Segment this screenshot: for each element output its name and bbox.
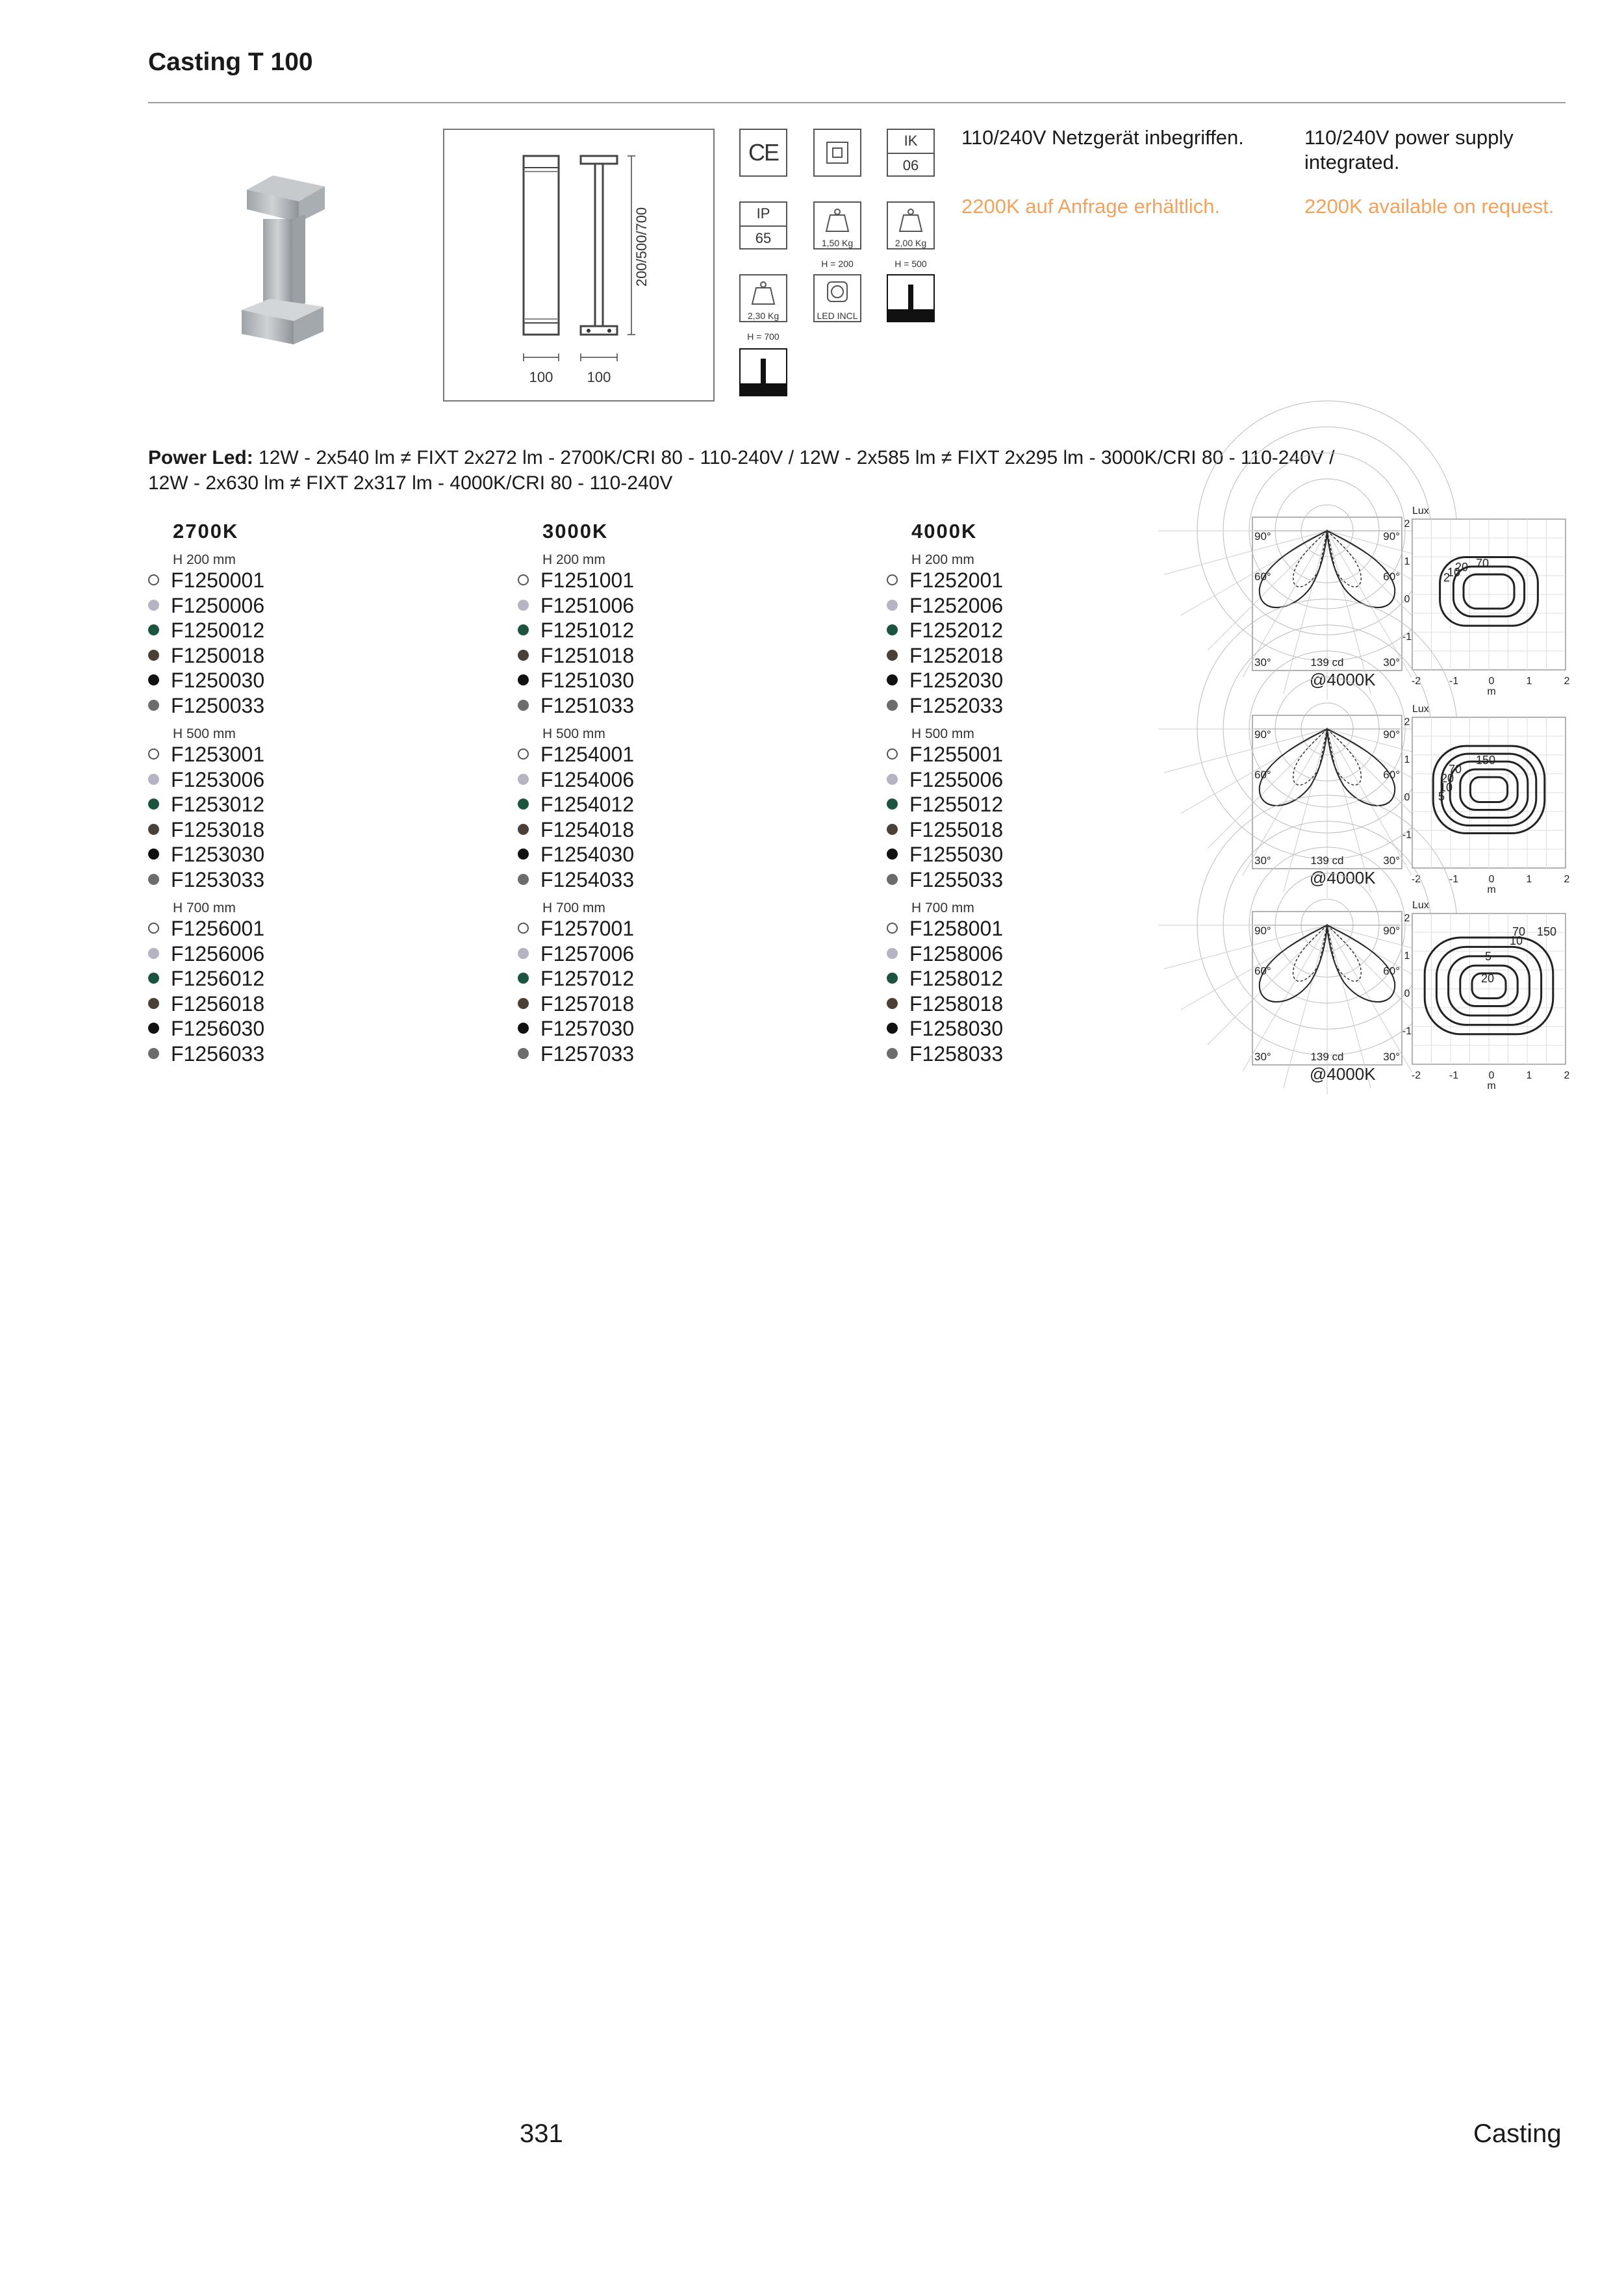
product-code-row xyxy=(148,593,264,618)
product-code: F1250018 xyxy=(171,643,265,667)
product-code: F1253001 xyxy=(171,743,265,766)
finish-color-swatch xyxy=(148,1023,159,1034)
product-code: F1252001 xyxy=(909,568,1004,592)
power-led-spec xyxy=(148,445,1447,496)
product-code: F1251012 xyxy=(540,619,635,642)
isolux-axis-label: m xyxy=(1487,1080,1496,1092)
isolux-x-tick: 1 xyxy=(1526,676,1532,687)
product-code: F1257033 xyxy=(540,1041,635,1066)
ce-mark-icon: CE xyxy=(739,129,787,177)
column-header: 4000K xyxy=(911,520,978,543)
isolux-y-tick: 1 xyxy=(1404,951,1410,962)
finish-color-swatch xyxy=(518,574,529,585)
product-code-row xyxy=(887,767,1003,792)
finish-color-swatch xyxy=(148,574,159,585)
finish-color-swatch xyxy=(518,748,529,760)
product-code-row xyxy=(887,668,1003,693)
isolux-x-tick: 1 xyxy=(1526,1070,1532,1081)
polar-light-distribution-diagram xyxy=(1252,517,1402,672)
weight-200-badge: 1,50 Kg xyxy=(813,201,861,249)
product-code: F1258012 xyxy=(909,967,1004,990)
height-group-label: H 500 mm xyxy=(911,726,974,741)
finish-color-swatch xyxy=(148,923,159,934)
isolux-x-tick: -2 xyxy=(1411,676,1421,687)
product-code-row xyxy=(518,966,634,991)
product-code-row xyxy=(148,693,264,718)
polar-angle-label: 60° xyxy=(1383,769,1400,781)
title-divider xyxy=(148,102,1566,103)
weight-icon xyxy=(741,278,786,311)
product-code-row xyxy=(887,966,1003,991)
polar-angle-label: 60° xyxy=(1383,570,1400,583)
finish-color-swatch xyxy=(887,674,898,685)
finish-color-swatch xyxy=(148,973,159,984)
isolux-unit-label: Lux xyxy=(1412,505,1429,517)
isolux-axis-label: m xyxy=(1487,686,1496,697)
finish-color-swatch xyxy=(148,748,159,760)
power-led-line1: 12W - 2x540 lm ≠ FIXT 2x272 lm - 2700K/CRI 80 - 110-240V / 12W - 2x585 lm ≠ FIXT 2x295 lm - 3000K/CRI 80 - 110-240V / xyxy=(259,447,1335,468)
finish-color-swatch xyxy=(148,874,159,885)
product-code: F1254006 xyxy=(540,767,635,791)
isolux-level-label: 20 xyxy=(1481,972,1495,985)
product-code-row xyxy=(887,1016,1003,1041)
isolux-unit-label: Lux xyxy=(1412,900,1429,911)
product-code-row xyxy=(148,668,264,693)
product-code: F1257018 xyxy=(540,991,635,1016)
isolux-x-tick: 0 xyxy=(1488,874,1495,885)
dim-width-side: 100 xyxy=(587,369,611,385)
isolux-y-tick: -1 xyxy=(1402,830,1412,841)
isolux-x-tick: -1 xyxy=(1449,874,1459,885)
product-code-row xyxy=(148,1041,264,1066)
isolux-level-label: 5 xyxy=(1485,950,1492,963)
finish-color-swatch xyxy=(518,923,529,934)
polar-angle-label: 60° xyxy=(1254,965,1271,977)
product-code-row xyxy=(518,916,634,941)
finish-color-swatch xyxy=(518,700,529,711)
height-group-label: H 700 mm xyxy=(542,901,605,915)
power-led-line2: 12W - 2x630 lm ≠ FIXT 2x317 lm - 4000K/CRI 80 - 110-240V xyxy=(148,472,673,494)
weight-200-height: H = 200 xyxy=(821,259,854,269)
ground-mount-icon xyxy=(887,274,935,322)
isolux-y-tick: 2 xyxy=(1404,717,1410,728)
product-code-row xyxy=(518,643,634,668)
product-code-row xyxy=(518,693,634,718)
finish-color-swatch xyxy=(887,748,898,760)
product-code: F1256018 xyxy=(171,991,265,1016)
finish-color-swatch xyxy=(518,624,529,635)
product-code-row xyxy=(887,941,1003,966)
finish-color-swatch xyxy=(518,600,529,611)
finish-color-swatch xyxy=(518,948,529,959)
finish-color-swatch xyxy=(887,600,898,611)
isolux-level-label: 10 xyxy=(1440,781,1453,794)
product-code: F1250033 xyxy=(171,693,265,717)
led-icon xyxy=(815,277,860,309)
ip-rating-badge: IP 65 xyxy=(739,201,787,249)
product-code-row xyxy=(148,867,264,892)
isolux-x-tick: 2 xyxy=(1564,676,1570,687)
finish-color-swatch xyxy=(887,849,898,860)
finish-color-swatch xyxy=(518,1023,529,1034)
product-code: F1252012 xyxy=(909,619,1004,642)
page-number: 331 xyxy=(520,2119,563,2148)
product-code: F1255001 xyxy=(909,743,1004,766)
product-code-row xyxy=(887,568,1003,593)
isolux-level-label: 70 xyxy=(1449,763,1462,776)
isolux-level-label: 5 xyxy=(1438,790,1445,803)
product-code-row xyxy=(887,643,1003,668)
isolux-level-label: 70 xyxy=(1512,925,1526,938)
product-code-row xyxy=(148,742,264,767)
product-code-row xyxy=(518,867,634,892)
weight-700-height: H = 700 xyxy=(747,331,780,342)
isolux-x-tick: 2 xyxy=(1564,874,1570,885)
product-code-row xyxy=(887,867,1003,892)
isolux-level-label: 10 xyxy=(1510,934,1523,947)
finish-color-swatch xyxy=(518,674,529,685)
product-code-row xyxy=(148,792,264,817)
polar-angle-label: 90° xyxy=(1254,728,1271,741)
polar-angle-label: 60° xyxy=(1254,769,1271,781)
polar-angle-label: 30° xyxy=(1254,1051,1271,1063)
product-code: F1255033 xyxy=(909,867,1004,891)
polar-angle-label: 90° xyxy=(1254,925,1271,937)
product-code: F1257012 xyxy=(540,967,635,990)
product-code: F1257001 xyxy=(540,917,635,940)
product-code: F1258006 xyxy=(909,941,1004,965)
product-code: F1250030 xyxy=(171,669,265,692)
product-code-row xyxy=(518,1016,634,1041)
finish-color-swatch xyxy=(518,849,529,860)
finish-color-swatch xyxy=(887,650,898,661)
finish-color-swatch xyxy=(887,774,898,785)
polar-angle-label: 90° xyxy=(1383,728,1400,741)
product-code-row xyxy=(148,817,264,842)
isolux-level-label: 2 xyxy=(1443,571,1451,584)
color-temperature-reference: @4000K xyxy=(1310,1064,1376,1084)
polar-angle-label: 90° xyxy=(1254,530,1271,543)
product-code-row xyxy=(518,817,634,842)
color-temperature-reference: @4000K xyxy=(1310,868,1376,888)
product-code: F1256012 xyxy=(171,967,265,990)
product-code-row xyxy=(148,941,264,966)
finish-color-swatch xyxy=(887,574,898,585)
product-code: F1252033 xyxy=(909,693,1004,717)
height-group-label: H 200 mm xyxy=(542,552,605,567)
height-group-label: H 700 mm xyxy=(911,901,974,915)
product-code: F1258033 xyxy=(909,1041,1004,1066)
section-name: Casting xyxy=(1473,2119,1562,2148)
finish-color-swatch xyxy=(148,824,159,835)
product-code: F1255006 xyxy=(909,767,1004,791)
color-temperature-reference: @4000K xyxy=(1310,670,1376,689)
product-code: F1250012 xyxy=(171,619,265,642)
page-title: Casting T 100 xyxy=(148,48,313,76)
product-code: F1252018 xyxy=(909,643,1004,667)
isolux-diagram xyxy=(1402,702,1570,903)
isolux-level-label: 70 xyxy=(1476,557,1490,570)
isolux-diagram xyxy=(1402,898,1570,1099)
finish-color-swatch xyxy=(887,973,898,984)
isolux-level-label: 150 xyxy=(1537,925,1557,938)
polar-angle-label: 60° xyxy=(1254,570,1271,583)
product-code-row xyxy=(148,767,264,792)
product-code: F1257006 xyxy=(540,941,635,965)
product-code: F1253030 xyxy=(171,843,265,866)
isolux-x-tick: -1 xyxy=(1449,676,1459,687)
product-code-row xyxy=(887,593,1003,618)
height-group-label: H 200 mm xyxy=(911,552,974,567)
dim-width-front: 100 xyxy=(529,369,553,385)
product-code: F1256001 xyxy=(171,917,265,940)
polar-intensity-label: 139 cd xyxy=(1310,854,1344,867)
product-code: F1255030 xyxy=(909,843,1004,866)
product-code: F1252030 xyxy=(909,669,1004,692)
finish-color-swatch xyxy=(148,674,159,685)
finish-color-swatch xyxy=(887,923,898,934)
product-code: F1254018 xyxy=(540,817,635,841)
height-group-label: H 500 mm xyxy=(173,726,236,741)
note-en-request: 2200K available on request. xyxy=(1304,195,1554,218)
isolux-x-tick: 1 xyxy=(1526,874,1532,885)
isolux-y-tick: 0 xyxy=(1404,792,1410,803)
product-code-row xyxy=(518,842,634,867)
polar-angle-label: 30° xyxy=(1254,854,1271,867)
polar-angle-label: 30° xyxy=(1383,854,1400,867)
isolux-level-label: 10 xyxy=(1447,566,1461,579)
product-code-row xyxy=(518,742,634,767)
product-code-row xyxy=(887,842,1003,867)
product-code: F1251006 xyxy=(540,593,635,617)
isolux-level-label: 20 xyxy=(1455,561,1469,574)
product-code-row xyxy=(518,668,634,693)
finish-color-swatch xyxy=(148,849,159,860)
column-header: 3000K xyxy=(542,520,609,543)
finish-color-swatch xyxy=(887,1048,898,1059)
product-code-row xyxy=(887,792,1003,817)
finish-color-swatch xyxy=(148,948,159,959)
product-code-row xyxy=(887,991,1003,1016)
product-code: F1255018 xyxy=(909,817,1004,841)
isolux-y-tick: 0 xyxy=(1404,988,1410,999)
product-code: F1253006 xyxy=(171,767,265,791)
ik-rating-badge: IK 06 xyxy=(887,129,935,177)
product-code: F1252006 xyxy=(909,593,1004,617)
product-code: F1254012 xyxy=(540,793,635,816)
polar-angle-label: 60° xyxy=(1383,965,1400,977)
weight-700-badge: 2,30 Kg xyxy=(739,274,787,322)
product-code: F1256030 xyxy=(171,1017,265,1040)
weight-icon xyxy=(815,205,860,238)
product-code-row xyxy=(887,1041,1003,1066)
isolux-level-label: 150 xyxy=(1476,754,1496,767)
isolux-unit-label: Lux xyxy=(1412,704,1429,715)
polar-angle-label: 90° xyxy=(1383,530,1400,543)
finish-color-swatch xyxy=(148,774,159,785)
product-code-row xyxy=(148,1016,264,1041)
finish-color-swatch xyxy=(518,774,529,785)
note-de-power: 110/240V Netzgerät inbegriffen. xyxy=(961,126,1244,149)
isolux-y-tick: 2 xyxy=(1404,518,1410,530)
finish-color-swatch xyxy=(518,874,529,885)
finish-color-swatch xyxy=(887,624,898,635)
finish-color-swatch xyxy=(148,1048,159,1059)
polar-angle-label: 30° xyxy=(1254,656,1271,669)
product-code-row xyxy=(148,966,264,991)
product-code-row xyxy=(148,991,264,1016)
finish-color-swatch xyxy=(518,1048,529,1059)
class-ii-insulation-icon xyxy=(813,129,861,177)
product-code-row xyxy=(518,568,634,593)
power-led-label: Power Led: xyxy=(148,447,253,468)
product-code-row xyxy=(148,618,264,643)
finish-color-swatch xyxy=(518,824,529,835)
finish-color-swatch xyxy=(887,824,898,835)
product-code: F1258018 xyxy=(909,991,1004,1016)
weight-500-badge: 2,00 Kg xyxy=(887,201,935,249)
finish-color-swatch xyxy=(887,948,898,959)
product-code: F1251033 xyxy=(540,693,635,717)
product-code-row xyxy=(887,817,1003,842)
isolux-x-tick: 2 xyxy=(1564,1070,1570,1081)
product-code-row xyxy=(148,842,264,867)
product-code: F1257030 xyxy=(540,1017,635,1040)
finish-color-swatch xyxy=(518,650,529,661)
product-code-row xyxy=(148,916,264,941)
product-code: F1253033 xyxy=(171,867,265,891)
finish-color-swatch xyxy=(887,1023,898,1034)
dimension-drawing xyxy=(443,129,715,402)
isolux-x-tick: -1 xyxy=(1449,1070,1459,1081)
finish-color-swatch xyxy=(148,998,159,1009)
polar-angle-label: 30° xyxy=(1383,656,1400,669)
dim-height-label: 200/500/700 xyxy=(633,207,650,287)
product-code: F1258030 xyxy=(909,1017,1004,1040)
product-code-row xyxy=(148,643,264,668)
product-code: F1253018 xyxy=(171,817,265,841)
polar-intensity-label: 139 cd xyxy=(1310,656,1344,669)
product-code: F1250006 xyxy=(171,593,265,617)
isolux-y-tick: -1 xyxy=(1402,632,1412,643)
isolux-x-tick: -2 xyxy=(1411,1070,1421,1081)
note-de-request: 2200K auf Anfrage erhältlich. xyxy=(961,195,1221,218)
product-code: F1258001 xyxy=(909,917,1004,940)
finish-color-swatch xyxy=(887,874,898,885)
product-code: F1256033 xyxy=(171,1041,265,1066)
note-en-power: 110/240V power supply integrated. xyxy=(1304,126,1514,173)
isolux-y-tick: 2 xyxy=(1404,913,1410,924)
finish-color-swatch xyxy=(887,700,898,711)
weight-500-height: H = 500 xyxy=(894,259,927,269)
product-code: F1253012 xyxy=(171,793,265,816)
product-code: F1254001 xyxy=(540,743,635,766)
height-group-label: H 200 mm xyxy=(173,552,236,567)
weight-icon xyxy=(888,205,933,238)
product-code-row xyxy=(887,916,1003,941)
isolux-x-tick: -2 xyxy=(1411,874,1421,885)
product-code: F1251001 xyxy=(540,568,635,592)
isolux-y-tick: -1 xyxy=(1402,1026,1412,1037)
finish-color-swatch xyxy=(148,700,159,711)
isolux-x-tick: 0 xyxy=(1488,1070,1495,1081)
polar-angle-label: 30° xyxy=(1383,1051,1400,1063)
finish-color-swatch xyxy=(518,998,529,1009)
finish-color-swatch xyxy=(148,650,159,661)
product-code-row xyxy=(518,792,634,817)
ground-mount-icon xyxy=(739,348,787,396)
product-code-row xyxy=(518,618,634,643)
column-header: 2700K xyxy=(173,520,239,543)
isolux-y-tick: 1 xyxy=(1404,754,1410,765)
finish-color-swatch xyxy=(148,624,159,635)
polar-intensity-label: 139 cd xyxy=(1310,1051,1344,1063)
product-code: F1250001 xyxy=(171,568,265,592)
product-code: F1251030 xyxy=(540,669,635,692)
isolux-y-tick: 0 xyxy=(1404,594,1410,605)
led-included-badge: LED INCL xyxy=(813,274,861,322)
product-code: F1254030 xyxy=(540,843,635,866)
polar-angle-label: 90° xyxy=(1383,925,1400,937)
height-group-label: H 500 mm xyxy=(542,726,605,741)
product-code-row xyxy=(518,767,634,792)
isolux-y-tick: 1 xyxy=(1404,556,1410,567)
isolux-axis-label: m xyxy=(1487,884,1496,895)
product-code: F1251018 xyxy=(540,643,635,667)
product-code-row xyxy=(887,693,1003,718)
product-code-row xyxy=(518,593,634,618)
isolux-level-label: 20 xyxy=(1441,772,1454,785)
product-code-row xyxy=(518,991,634,1016)
finish-color-swatch xyxy=(148,600,159,611)
finish-color-swatch xyxy=(518,798,529,810)
height-group-label: H 700 mm xyxy=(173,901,236,915)
product-code-row xyxy=(887,618,1003,643)
product-code: F1255012 xyxy=(909,793,1004,816)
isolux-diagram xyxy=(1402,504,1570,705)
isolux-x-tick: 0 xyxy=(1488,676,1495,687)
polar-light-distribution-diagram xyxy=(1252,911,1402,1067)
product-code: F1256006 xyxy=(171,941,265,965)
product-code-row xyxy=(518,941,634,966)
finish-color-swatch xyxy=(887,998,898,1009)
finish-color-swatch xyxy=(887,798,898,810)
product-code-row xyxy=(148,568,264,593)
product-code: F1254033 xyxy=(540,867,635,891)
finish-color-swatch xyxy=(518,973,529,984)
product-photo xyxy=(234,170,331,352)
product-code-row xyxy=(518,1041,634,1066)
product-code-row xyxy=(887,742,1003,767)
finish-color-swatch xyxy=(148,798,159,810)
